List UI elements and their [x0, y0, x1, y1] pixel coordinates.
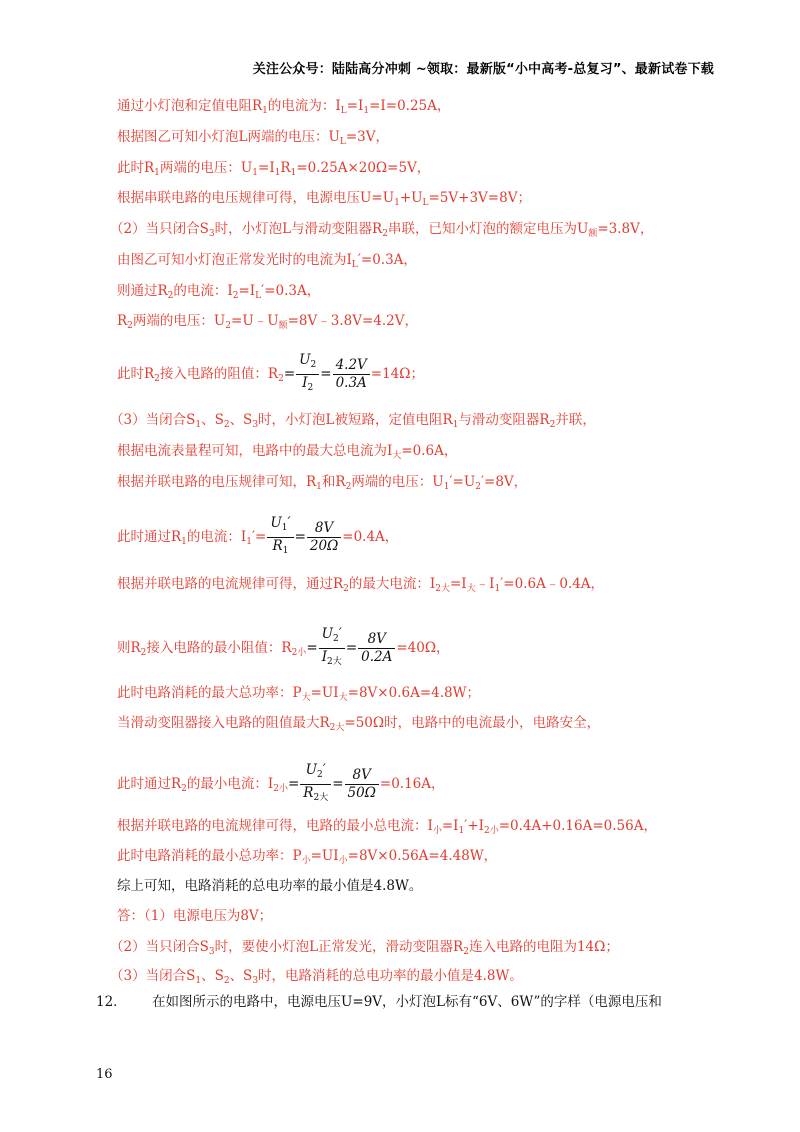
solution-line: 根据电流表量程可知，电路中的最大总电流为$I_大=0.6A$，	[117, 443, 458, 461]
solution-line: （3）当闭合$S_1$、$S_2$、$S_3$时，小灯泡L被短路，定值电阻$R_1$与滑动变阻器$R_2$并联，	[110, 412, 596, 430]
fraction: $\frac{8V}{20\Omega}$	[307, 520, 341, 555]
solution-line: 此时电路消耗的最大总功率：$P_大=UI_大=8V\times 0.6A=4.8W$；	[117, 685, 480, 703]
solution-line: 根据图乙可知小灯泡L两端的电压：$U_L=3V$，	[117, 129, 389, 147]
solution-line-formula: 此时$R_2$接入电路的阻值：$R_2=$ $\frac{U_2}{I_2}$ = $\frac{4.2V}{0.3A}$ =14Ω；	[117, 352, 424, 397]
fraction: $\frac{4.2V}{0.3A}$	[333, 357, 370, 392]
answer-line: （2）当只闭合$S_3$时，要使小灯泡L正常发光，滑动变阻器$R_2$连入电路的电阻为14Ω；	[110, 939, 619, 957]
fraction: $\frac{U_2}{I_2}$	[296, 352, 319, 397]
solution-line: 根据串联电路的电压规律可得，电源电压$U=U_1+U_L=5V+3V=8V$；	[117, 190, 531, 208]
fraction: $\frac{U_2'}{I_{2大}}$	[319, 626, 345, 671]
solution-line: 根据并联电路的电流规律可得，电路的最小总电流：$I_小=I_1'+I_{2小}=0.4A+0.16A=0.56A$，	[117, 818, 657, 836]
solution-line-formula: 则$R_2$接入电路的最小阻值：$R_{2小}=$ $\frac{U_2'}{I_{2大}}$ = $\frac{8V}{0.2A}$ =40Ω，	[117, 626, 450, 671]
solution-line: $R_2$两端的电压：$U_2=U﹣U_额=8V﹣3.8V=4.2V$，	[117, 313, 419, 331]
solution-line: 此时$R_1$两端的电压：$U_1=I_1R_1=0.25A\times 20\Omega=5V$，	[117, 160, 431, 178]
question-12	[96, 990, 662, 1010]
fraction: $\frac{8V}{0.2A}$	[358, 631, 395, 666]
page-number: 16	[96, 1067, 113, 1082]
question-text: 在如图所示的电路中，电源电压U=9V，小灯泡L标有“6V、6W”的字样（电源电压和	[152, 994, 662, 1010]
solution-line: 由图乙可知小灯泡正常发光时的电流为$I_L'=0.3A$，	[117, 252, 417, 270]
page-header: 关注公众号：陆陆高分冲刺 ~领取：最新版“小中高考-总复习”、最新试卷下载	[252, 62, 714, 77]
answer-line: 答：（1）电源电压为8V；	[117, 908, 273, 924]
fraction: $\frac{U_1'}{R_1}$	[267, 515, 293, 560]
solution-line: 通过小灯泡和定值电阻$R_1$的电流为：$I_L=I_1=I=0.25A$，	[117, 98, 451, 116]
conclusion-line: 综上可知，电路消耗的总电功率的最小值是4.8W。	[117, 878, 423, 894]
solution-line: 根据并联电路的电压规律可知，$R_1$和$R_2$两端的电压：$U_1'=U_2'=8V$，	[117, 474, 528, 492]
solution-line: 此时电路消耗的最小总功率：$P_小=UI_小=8V\times 0.56A=4.48W$，	[117, 848, 498, 866]
solution-line: 则通过$R_2$的电流：$I_2=I_L'=0.3A$，	[117, 283, 321, 301]
fraction: $\frac{8V}{50\Omega}$	[345, 767, 379, 802]
fraction: $\frac{U_2'}{R_{2大}}$	[300, 762, 331, 807]
solution-line-formula: 此时通过$R_1$的电流：$I_1'=$ $\frac{U_1'}{R_1}$ = $\frac{8V}{20\Omega}$ =0.4A，	[117, 515, 398, 560]
answer-line: （3）当闭合$S_1$、$S_2$、$S_3$时，电路消耗的总电功率的最小值是4.8W。	[110, 968, 523, 986]
question-number: 12．	[96, 994, 127, 1010]
solution-line-formula: 此时通过$R_2$的最小电流：$I_{2小}=$ $\frac{U_2'}{R_{2大}}$ = $\frac{8V}{50\Omega}$ =0.16A，	[117, 762, 445, 807]
solution-line: 根据并联电路的电流规律可得，通过$R_2$的最大电流：$I_{2大}=I_大﹣I_1'=0.6A﹣0.4A$，	[117, 576, 605, 594]
solution-line: （2）当只闭合$S_3$时，小灯泡L与滑动变阻器$R_2$串联，已知小灯泡的额定电压为$U_额=3.8V$，	[110, 221, 654, 239]
solution-line: 当滑动变阻器接入电路的阻值最大$R_{2大}=50\Omega$时，电路中的电流最小，电路安全，	[117, 715, 601, 733]
